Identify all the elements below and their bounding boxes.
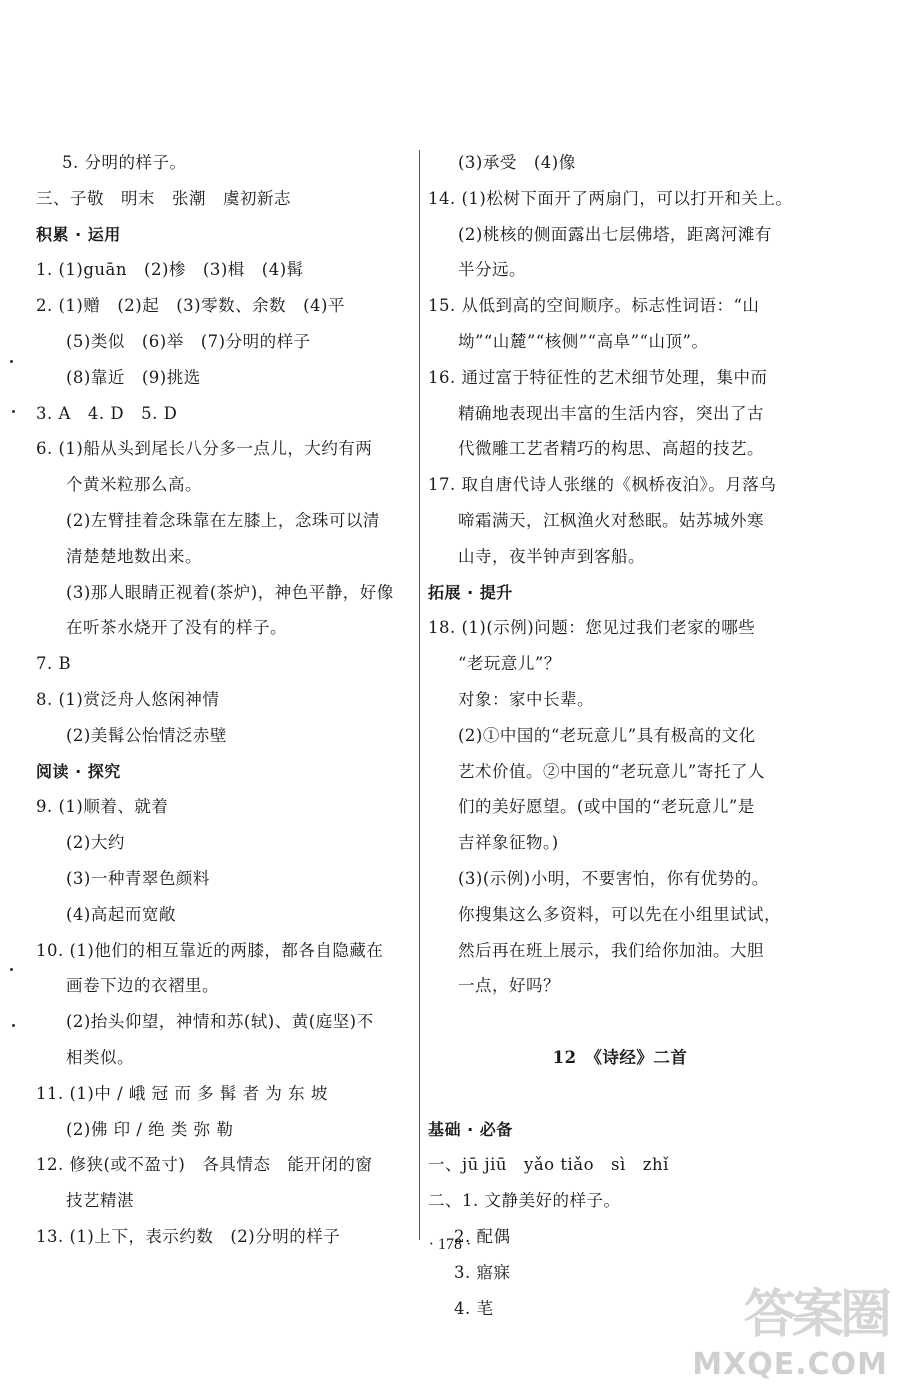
answer-line: 16. 通过富于特征性的艺术细节处理，集中而	[428, 367, 768, 387]
answer-line: 们的美好愿望。(或中国的“老玩意儿”是	[458, 797, 755, 817]
answer-line: 10. (1)他们的相互靠近的两膝，都各自隐藏在	[36, 940, 384, 960]
scan-speck	[10, 360, 13, 363]
answer-line: 艺术价值。②中国的“老玩意儿”寄托了人	[458, 761, 765, 781]
answer-line: 14. (1)松树下面开了两扇门，可以打开和关上。	[428, 188, 793, 208]
answer-line: (2)抬头仰望，神情和苏(轼)、黄(庭坚)不	[66, 1012, 374, 1032]
watermark	[692, 1262, 888, 1382]
answer-line: (2)美髯公怡情泛赤壁	[66, 725, 227, 745]
answer-line: 1. (1)guān (2)椮 (3)楫 (4)髯	[36, 260, 304, 280]
answer-line: 技艺精湛	[66, 1191, 134, 1211]
answer-line: 清楚楚地数出来。	[66, 546, 202, 566]
answer-line: 9. (1)顺着、就着	[36, 797, 169, 817]
answer-line: (3)(示例)小明，不要害怕，你有优势的。	[458, 868, 769, 888]
scan-speck	[10, 968, 13, 971]
answer-line: (3)承受 (4)像	[458, 153, 576, 172]
answer-line: 山寺，夜半钟声到客船。	[458, 546, 645, 566]
answer-line: (2)大约	[66, 833, 125, 853]
page-number: · 178 ·	[428, 1236, 472, 1253]
answer-line: 然后再在班上展示，我们给你加油。大胆	[458, 940, 764, 960]
answer-line: 17. 取自唐代诗人张继的《枫桥夜泊》。月落乌	[428, 475, 777, 495]
watermark-site: MXQE.COM	[692, 1347, 888, 1382]
answer-line: (2)佛 印 / 绝 类 弥 勒	[66, 1119, 234, 1139]
answer-line: 7. B	[36, 654, 72, 674]
answer-line: 啼霜满天，江枫渔火对愁眠。姑苏城外寒	[458, 510, 764, 530]
answer-line: 相类似。	[66, 1047, 134, 1067]
answer-line: 5. 分明的样子。	[62, 153, 187, 172]
answer-line: 15. 从低到高的空间顺序。标志性词语：“山	[428, 296, 760, 316]
answer-line: 在听茶水烧开了没有的样子。	[66, 618, 287, 638]
answer-line: 对象：家中长辈。	[458, 689, 594, 709]
answer-line: 13. (1)上下，表示约数 (2)分明的样子	[36, 1226, 341, 1246]
answer-line: (2)左臂挂着念珠靠在左膝上，念珠可以清	[66, 510, 380, 530]
answer-line: 8. (1)赏泛舟人悠闲神情	[36, 689, 220, 709]
answer-line: 12. 修狭(或不盈寸) 各具情态 能开闭的窗	[36, 1155, 373, 1175]
scan-speck	[12, 410, 15, 413]
lesson-title: 12 《诗经》二首	[552, 1047, 688, 1067]
watermark-logo: 答案圈	[743, 1285, 888, 1345]
answer-line: 一、jū jiū yǎo tiǎo sì zhǐ	[428, 1155, 669, 1175]
answer-line: 二、1. 文静美好的样子。	[428, 1191, 621, 1211]
section-heading: 基础 · 必备	[428, 1119, 513, 1139]
answer-line: (5)类似 (6)举 (7)分明的样子	[66, 331, 311, 351]
answer-line: 三、子敬 明末 张潮 虞初新志	[36, 188, 291, 208]
answer-line: “老玩意儿”？	[458, 654, 561, 674]
right-column	[428, 145, 812, 1326]
answer-line: 吉祥象征物。)	[458, 833, 559, 853]
answer-line: 4. 芼	[454, 1298, 494, 1318]
column-divider	[419, 150, 420, 1240]
answer-line: 18. (1)(示例)问题：您见过我们老家的哪些	[428, 618, 756, 638]
answer-line: 2. 配偶	[454, 1226, 511, 1246]
answer-line: (2)桃核的侧面露出七层佛塔，距离河滩有	[458, 224, 772, 244]
answer-line: (3)一种青翠色颜料	[66, 868, 210, 888]
answer-line: (8)靠近 (9)挑选	[66, 367, 201, 387]
section-heading: 拓展 · 提升	[428, 582, 513, 602]
answer-line: 坳”“山麓”“核侧”“高阜”“山顶”。	[458, 331, 709, 351]
scan-speck	[12, 1024, 15, 1027]
section-heading: 积累 · 运用	[36, 224, 121, 244]
answer-line: 个黄米粒那么高。	[66, 475, 202, 495]
answer-line: 一点，好吗？	[458, 976, 560, 996]
answer-line: (2)①中国的“老玩意儿”具有极高的文化	[458, 725, 756, 745]
answer-line: 3. A 4. D 5. D	[36, 403, 178, 423]
answer-line: 你搜集这么多资料，可以先在小组里试试，	[458, 904, 781, 924]
answer-line: (4)高起而宽敞	[66, 904, 176, 924]
answer-line: 6. (1)船从头到尾长八分多一点儿，大约有两	[36, 439, 373, 459]
answer-line: 精确地表现出丰富的生活内容，突出了古	[458, 403, 764, 423]
answer-line: 半分远。	[458, 260, 526, 280]
answer-line: 代微雕工艺者精巧的构思、高超的技艺。	[458, 439, 764, 459]
answer-line: 3. 寤寐	[454, 1262, 511, 1282]
answer-line: (3)那人眼睛正视着(茶炉)，神色平静，好像	[66, 582, 394, 602]
left-column	[36, 145, 414, 1255]
answer-line: 画卷下边的衣褶里。	[66, 976, 219, 996]
answer-line: 11. (1)中 / 峨 冠 而 多 髯 者 为 东 坡	[36, 1083, 328, 1103]
answer-line	[428, 1004, 812, 1040]
answer-line: 2. (1)赠 (2)起 (3)零数、余数 (4)平	[36, 296, 345, 316]
answer-line	[428, 1076, 812, 1112]
section-heading: 阅读 · 探究	[36, 761, 121, 781]
